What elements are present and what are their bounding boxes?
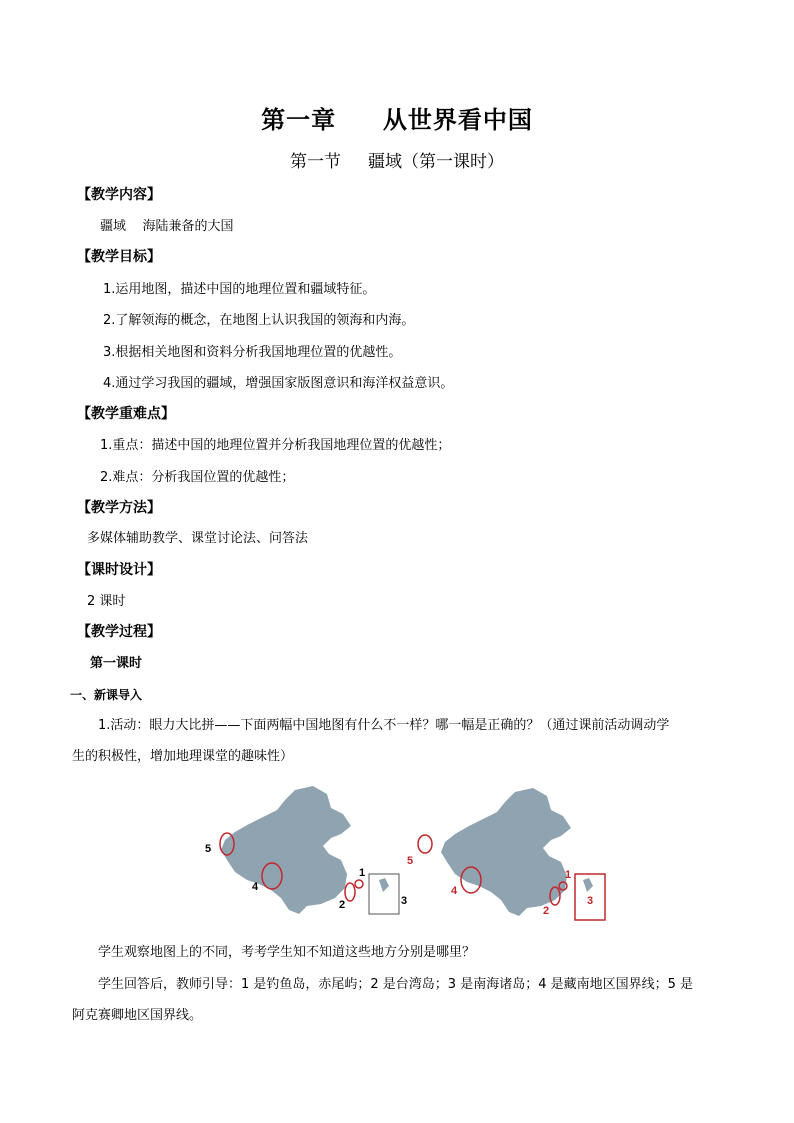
method-text: 多媒体辅助教学、课堂讨论法、问答法: [87, 531, 309, 546]
observe-text: 学生观察地图上的不同，考考学生知不知道这些地方分别是哪里？: [98, 945, 476, 960]
key-points-heading: 【教学重难点】: [77, 406, 175, 422]
goal-item-2: 2.了解领海的概念，在地图上认识我国的领海和内海。: [103, 313, 415, 328]
period-text: 2 课时: [87, 594, 126, 609]
goal-item-1: 1.运用地图，描述中国的地理位置和疆域特征。: [103, 282, 376, 297]
left-map-shape: [221, 786, 351, 914]
right-label-5: 5: [407, 855, 414, 867]
left-circle-2: [345, 883, 355, 901]
right-circle-5: [418, 835, 432, 853]
period-heading: 【课时设计】: [77, 562, 161, 578]
goal-item-4: 4.通过学习我国的疆域，增强国家版图意识和海洋权益意识。: [103, 376, 454, 391]
content-heading: 【教学内容】: [77, 187, 161, 203]
right-label-1: 1: [565, 869, 572, 881]
answer-text-line-2: 阿克赛卿地区国界线。: [72, 1008, 203, 1023]
key-point-2: 2.难点：分析我国位置的优越性；: [100, 470, 295, 485]
left-china-map: [205, 786, 407, 914]
chapter-title: 第一章 从世界看中国: [261, 105, 533, 134]
activity-text-line-1: 1.活动：眼力大比拼——下面两幅中国地图有什么不一样？哪一幅是正确的？（通过课前活动调动学: [98, 718, 670, 733]
right-map-shape: [441, 788, 571, 916]
section-subtitle: 第一节 疆域（第一课时）: [289, 152, 505, 172]
intro-heading: 一、新课导入: [70, 688, 143, 702]
left-label-2: 2: [339, 899, 346, 911]
process-heading: 【教学过程】: [77, 624, 161, 640]
left-label-5: 5: [205, 843, 212, 855]
right-china-map: [407, 788, 605, 920]
right-label-2: 2: [543, 905, 550, 917]
china-maps-figure: [195, 780, 615, 930]
left-label-3: 3: [401, 895, 408, 907]
right-label-4: 4: [451, 885, 458, 897]
method-heading: 【教学方法】: [77, 500, 161, 516]
content-text: 疆域 海陆兼备的大国: [100, 219, 234, 234]
left-label-4: 4: [252, 881, 259, 893]
activity-text-line-2: 生的积极性，增加地理课堂的趣味性）: [72, 749, 294, 764]
china-maps-svg: [195, 780, 615, 930]
goal-item-3: 3.根据相关地图和资料分析我国地理位置的优越性。: [103, 345, 402, 360]
key-point-1: 1.重点：描述中国的地理位置并分析我国地理位置的优越性；: [100, 438, 451, 453]
answer-text-line-1: 学生回答后，教师引导：1 是钓鱼岛，赤尾屿；2 是台湾岛；3 是南海诸岛；4 是藏南地区国界线；5 是: [98, 977, 694, 992]
left-circle-1: [355, 880, 363, 888]
right-label-3: 3: [587, 895, 594, 907]
lesson-label: 第一课时: [90, 656, 143, 671]
goals-heading: 【教学目标】: [77, 249, 161, 265]
left-label-1: 1: [359, 867, 366, 879]
